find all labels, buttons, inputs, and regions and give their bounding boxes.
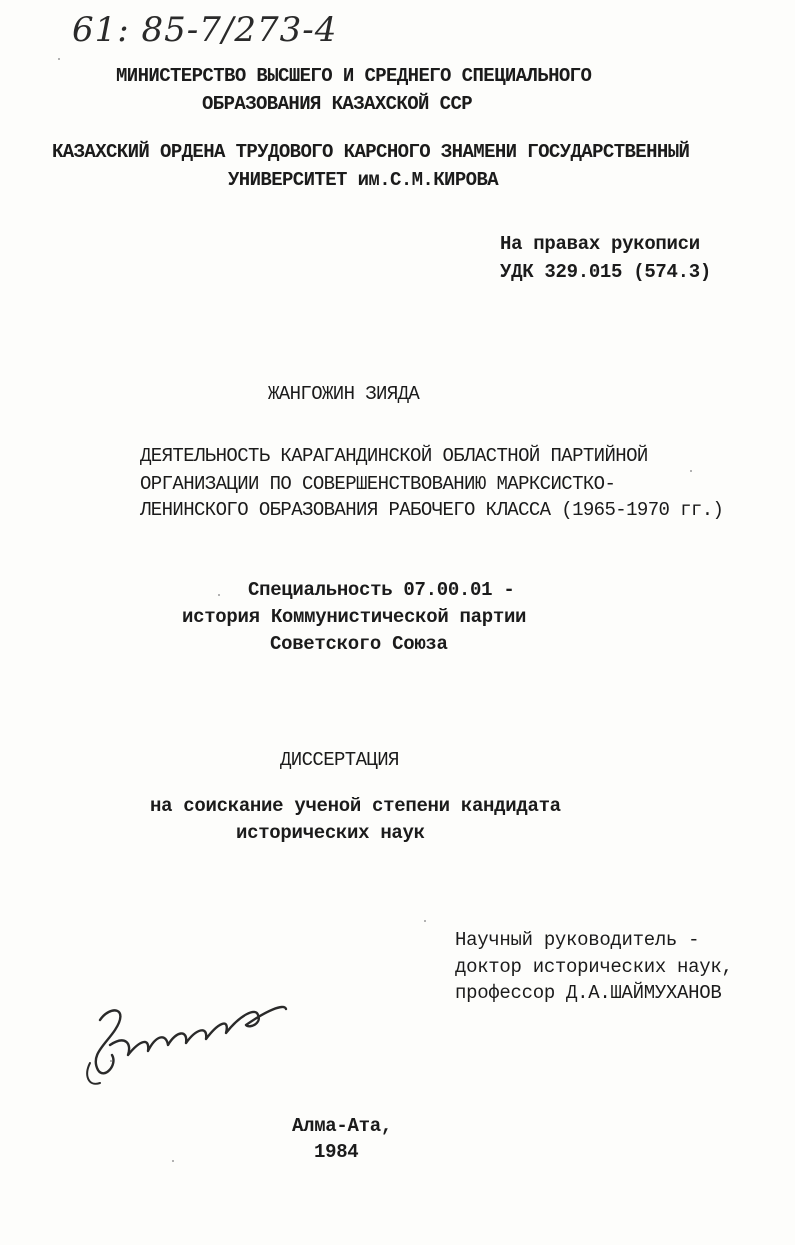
specialty-line-3: Советского Союза: [270, 633, 448, 655]
title-line-2: ОРГАНИЗАЦИИ ПО СОВЕРШЕНСТВОВАНИЮ МАРКСИСТКО-: [140, 473, 616, 495]
paper-speck: [218, 594, 220, 596]
paper-speck: [172, 1160, 174, 1162]
university-line-1: КАЗАХСКИЙ ОРДЕНА ТРУДОВОГО КАРСНОГО ЗНАМЕНИ ГОСУДАРСТВЕННЫЙ: [52, 141, 690, 163]
udc-code: УДК 329.015 (574.3): [500, 261, 711, 283]
title-line-1: ДЕЯТЕЛЬНОСТЬ КАРАГАНДИНСКОЙ ОБЛАСТНОЙ ПАРТИЙНОЙ: [140, 445, 648, 467]
paper-speck: [110, 1060, 112, 1062]
ministry-line-1: МИНИСТЕРСТВО ВЫСШЕГО И СРЕДНЕГО СПЕЦИАЛЬНОГО: [116, 65, 592, 87]
specialty-line-1: Специальность 07.00.01 -: [248, 579, 515, 601]
archive-code-handwritten: 61: 85-7/273-4: [72, 10, 338, 50]
paper-speck: [690, 470, 692, 472]
author-name: ЖАНГОЖИН ЗИЯДА: [268, 383, 420, 405]
rights-line-1: На правах рукописи: [500, 233, 700, 255]
document-type: ДИССЕРТАЦИЯ: [280, 749, 399, 771]
ministry-line-2: ОБРАЗОВАНИЯ КАЗАХСКОЙ ССР: [202, 93, 473, 115]
paper-speck: [424, 920, 426, 922]
supervisor-line-2: доктор исторических наук,: [455, 956, 733, 978]
specialty-line-2: история Коммунистической партии: [182, 606, 527, 628]
degree-line-1: на соискание ученой степени кандидата: [150, 795, 561, 817]
title-line-3: ЛЕНИНСКОГО ОБРАЗОВАНИЯ РАБОЧЕГО КЛАССА (1965-1970 гг.): [140, 499, 724, 521]
year: 1984: [314, 1141, 359, 1163]
place: Алма-Ата,: [292, 1115, 392, 1137]
supervisor-line-1: Научный руководитель -: [455, 929, 700, 951]
signature-image: [70, 985, 300, 1095]
supervisor-line-3: профессор Д.А.ШАЙМУХАНОВ: [455, 982, 722, 1004]
university-line-2: УНИВЕРСИТЕТ им.С.М.КИРОВА: [228, 169, 499, 191]
degree-line-2: исторических наук: [236, 822, 425, 844]
paper-speck: [58, 58, 60, 60]
